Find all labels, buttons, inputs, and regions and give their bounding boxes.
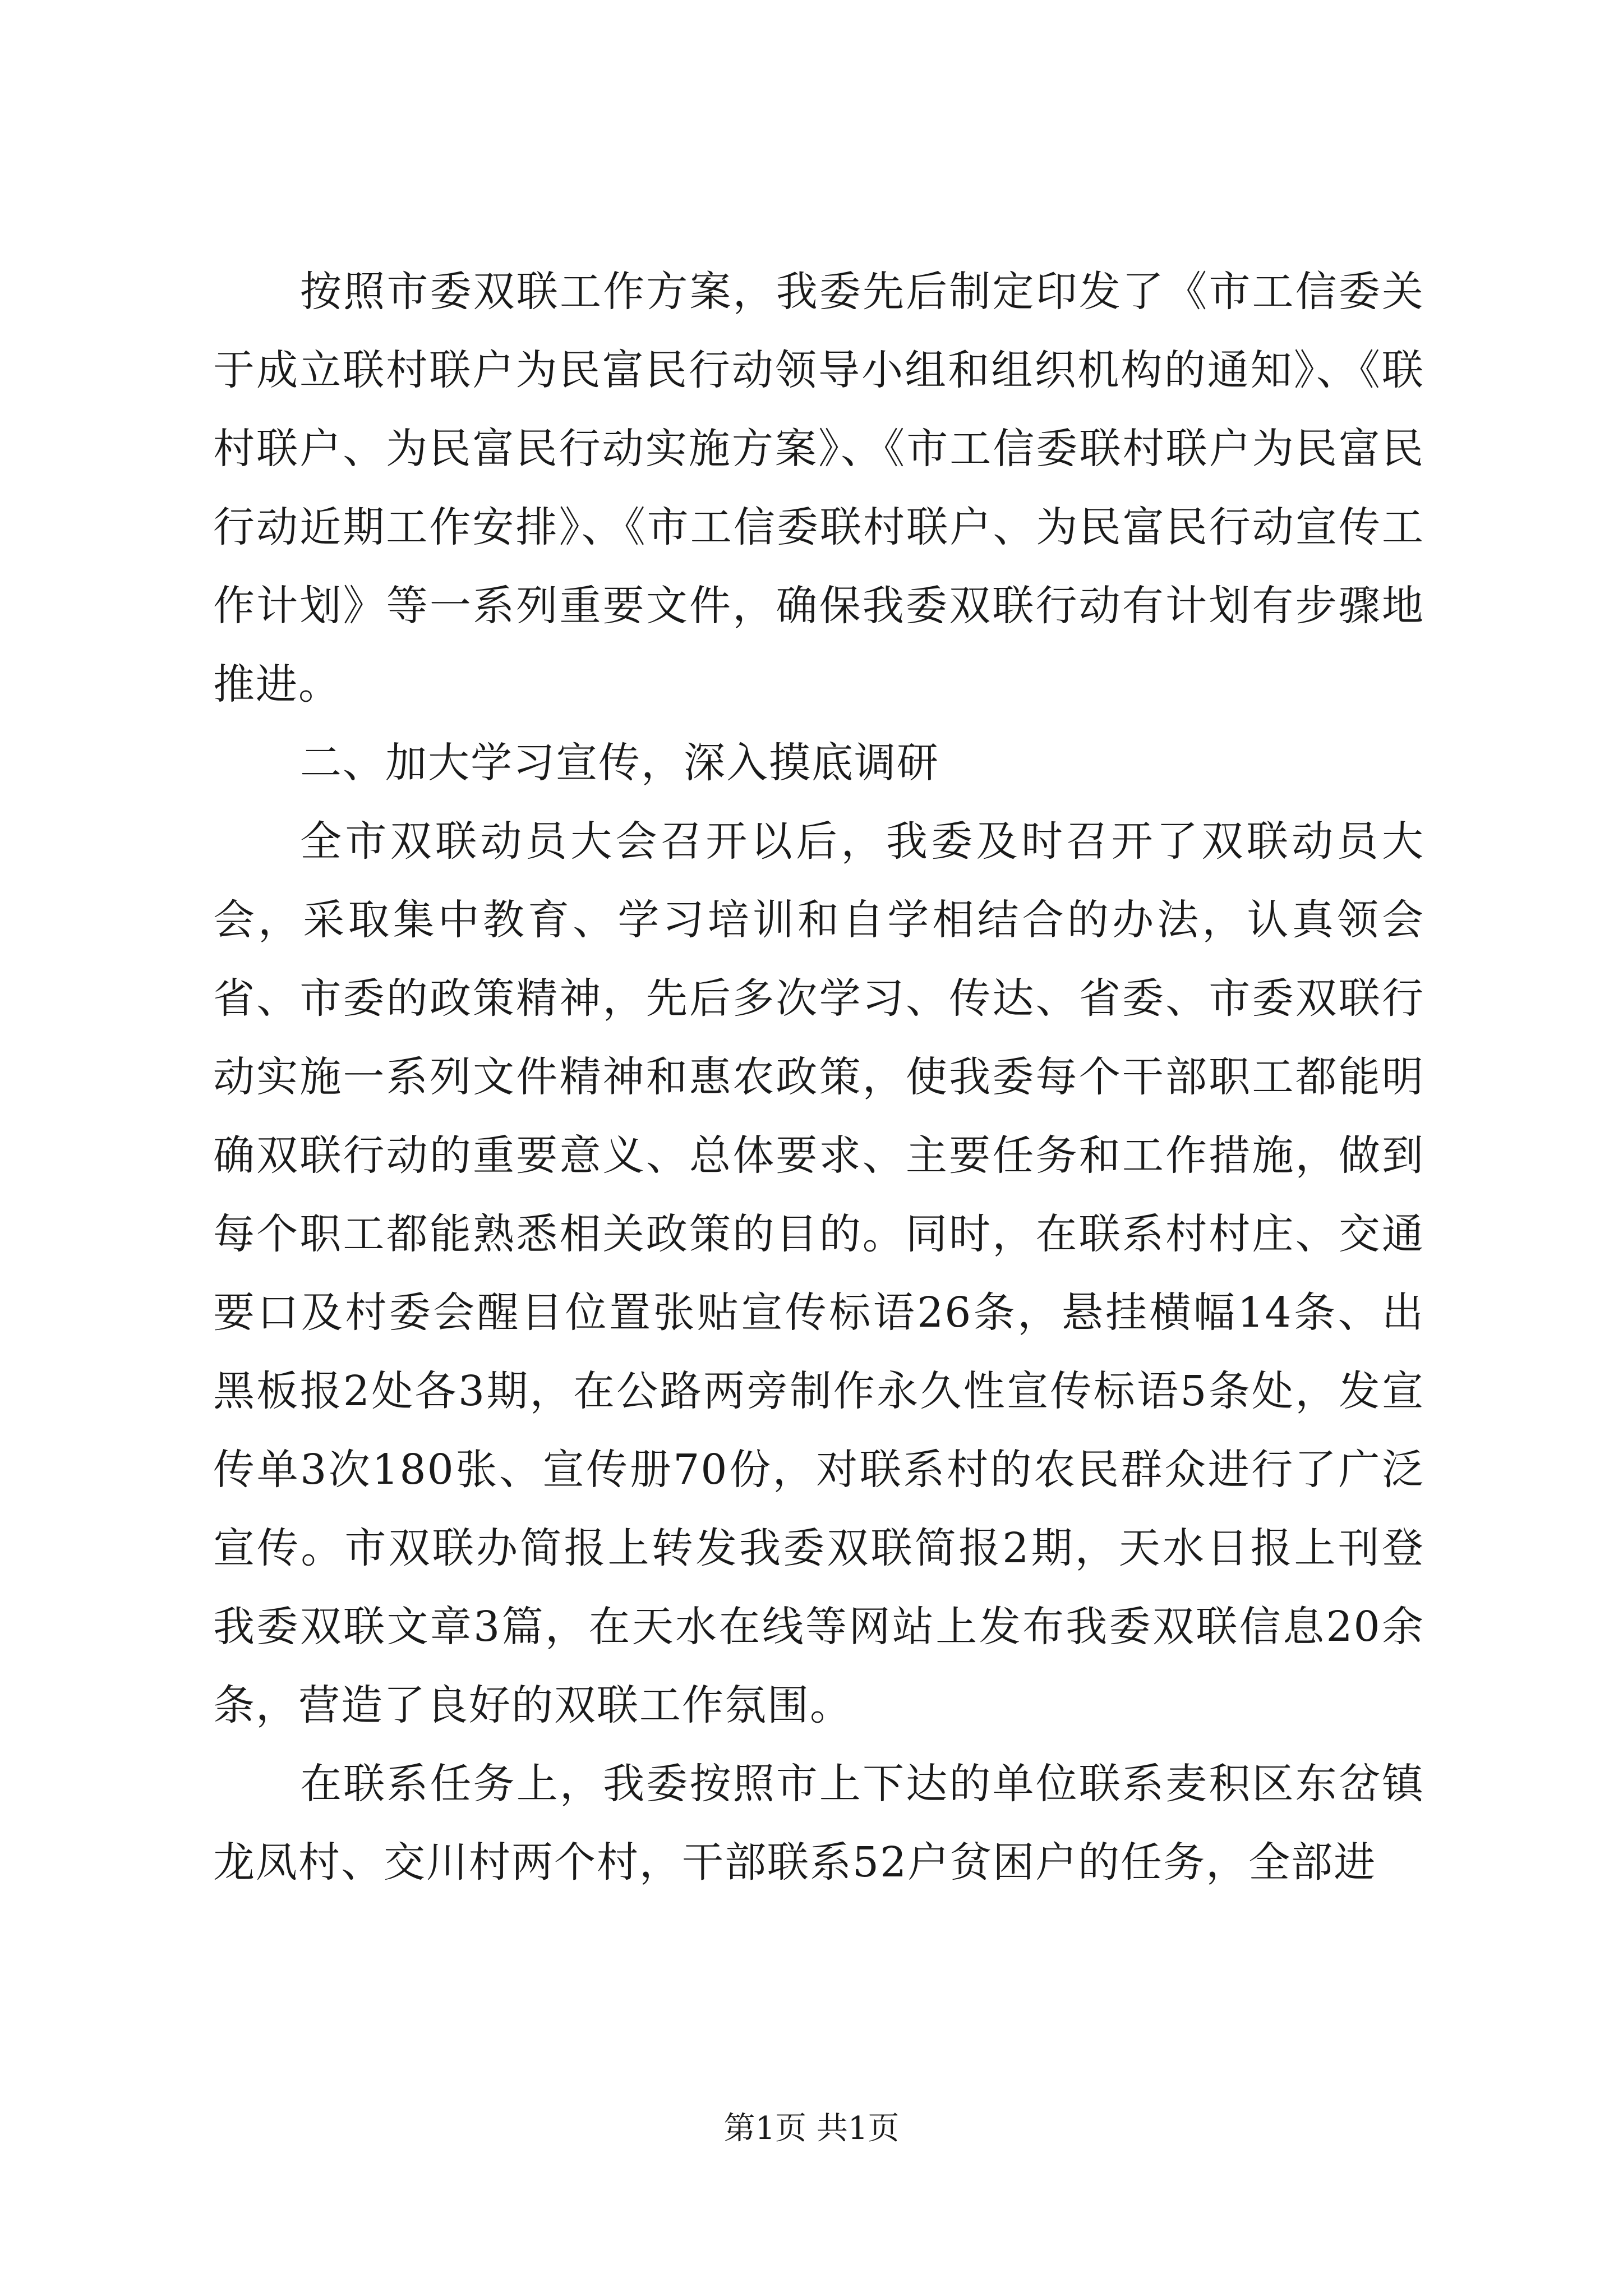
- paragraph-publicity-details: 全市双联动员大会召开以后，我委及时召开了双联动员大会，采取集中教育、学习培训和自学相结合的办法，认真领会省、市委的政策精神，先后多次学习、传达、省委、市委双联行动实施一系列文件精神和惠农政策，使我委每个干部职工都能明确双联行动的重要意义、总体要求、主要任务和工作措施，做到每个职工都能熟悉相关政策的目的。同时，在联系村村庄、交通要口及村委会醒目位置张贴宣传标语26条，悬挂横幅14条、出黑板报2处各3期，在公路两旁制作永久性宣传标语5条处，发宣传单3次180张、宣传册70份，对联系村的农民群众进行了广泛宣传。市双联办简报上转发我委双联简报2期，天水日报上刊登我委双联文章3篇，在天水在线等网站上发布我委双联信息20余条，营造了良好的双联工作氛围。: [213, 817, 1424, 1729]
- section-heading-study-publicity: 二、加大学习宣传，深入摸底调研: [300, 739, 939, 787]
- page-number-footer: 第1页 共1页: [723, 2110, 900, 2147]
- paragraph-plan-documents: 按照市委双联工作方案，我委先后制定印发了《市工信委关于成立联村联户为民富民行动领导小组和组织机构的通知》、《联村联户、为民富民行动实施方案》、《市工信委联村联户为民富民行动近期工作安排》、《市工信委联村联户、为民富民行动宣传工作计划》等一系列重要文件，确保我委双联行动有计划有步骤地推进。: [213, 268, 1424, 708]
- paragraph-contact-tasks: 在联系任务上，我委按照市上下达的单位联系麦积区东岔镇龙凤村、交川村两个村，干部联系52户贫困户的任务，全部进: [213, 1760, 1424, 1887]
- document-body: [213, 252, 1424, 1902]
